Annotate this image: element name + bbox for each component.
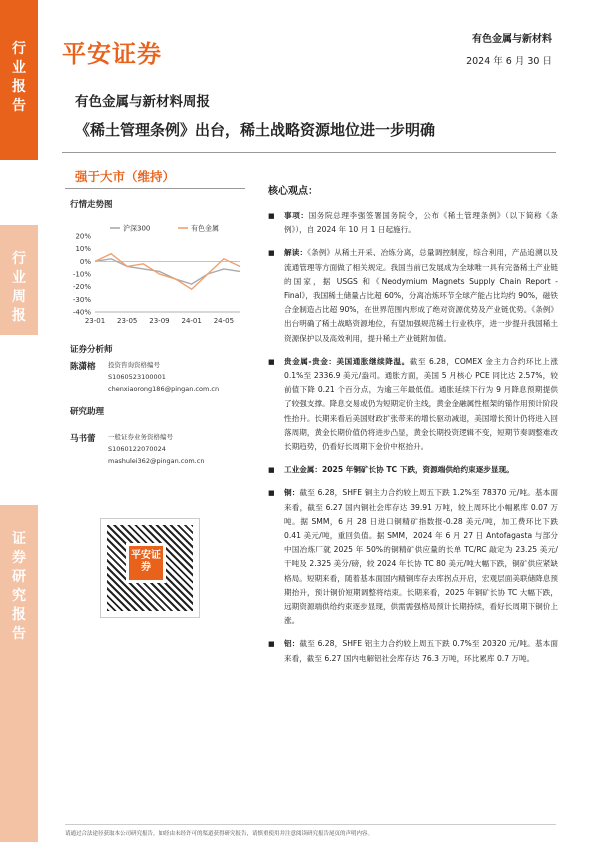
assistant-cert: S1060122070024 bbox=[108, 445, 166, 453]
sidebar-tag-text: 行 业 周 报 bbox=[12, 251, 26, 324]
legend-label: 有色金属 bbox=[191, 224, 219, 233]
header-sector: 有色金属与新材料 bbox=[472, 34, 552, 45]
trend-label: 行情走势图 bbox=[70, 200, 113, 210]
sidebar-tag-industry-report bbox=[0, 40, 38, 116]
sidebar bbox=[0, 0, 38, 842]
paragraph-text: 国务院总理李强签署国务院令，公布《稀土管理条例》（以下简称《条例》），自 2024 年 10 月 1 日起施行。 bbox=[284, 211, 559, 235]
paragraph-text: 截至 6.28，SHFE 铜主力合约较上周五下跌 1.2%至 78370 元/吨。基本面来看，截至 6.27 国内铜社会库存达 39.91 万吨，较上周环比小幅累库 0.07 万吨。据 SMM，6 月 28 日进口铜精矿指数报-0.28 美元/吨，加工费环比下跌 0.41 美元/吨，重回负值。据 SMM，2024 年 6 月 27 日 Antofagasta 与部分中国冶炼厂就 2025 年 50%的铜精矿供应量的长单 TC/RC 敲定为 23.25 美元/干吨及 2.325 美分/磅，较 2024 年长协 TC 80 美元/吨大幅下跌，铜矿供应紧缺格局。短期来看，随着基本面国内精铜库存去库拐点开启，宏观层面美联储降息预期抬升，预计铜价短期调整将结束。长期来看，2025 年铜矿长协 TC 大幅下跌，远期资源端供给约束逐步显现，供需需强格局预计长期持续，看好长周期下铜价上涨。 bbox=[284, 488, 558, 626]
header-date: 2024 年 6 月 30 日 bbox=[466, 56, 552, 67]
series-line-0 bbox=[95, 259, 240, 284]
paragraph-text: 截至 6.28，SHFE 铝主力合约较上周五下跌 0.7%至 20320 元/吨。基本面来看，截至 6.27 国内电解铝社会库存达 76.3 万吨，环比累库 0.7 万吨。 bbox=[284, 639, 558, 663]
assistant-email[interactable]: mashulei362@pingan.com.cn bbox=[108, 457, 205, 465]
x-tick-label: 23-01 bbox=[84, 317, 106, 325]
viewpoint-paragraph bbox=[268, 637, 558, 665]
analyst-cert-label: 投资咨询资格编号 bbox=[108, 361, 160, 369]
y-tick-label: -10% bbox=[72, 270, 91, 279]
paragraph-lead: 铝： bbox=[284, 639, 300, 649]
qr-logo: 平安证券 bbox=[126, 543, 166, 583]
analyst-email[interactable]: chenxiaorong186@pingan.com.cn bbox=[108, 385, 220, 393]
y-tick-label: -20% bbox=[72, 283, 91, 292]
y-tick-label: -40% bbox=[72, 308, 91, 317]
x-tick-label: 23-09 bbox=[149, 317, 170, 325]
bullet-icon: ■ bbox=[268, 640, 275, 649]
paragraph-lead: 铜： bbox=[284, 488, 300, 498]
report-headline: 《稀土管理条例》出台，稀土战略资源地位进一步明确 bbox=[75, 121, 436, 139]
paragraph-text: 《条例》从稀土开采、冶炼分离，总量调控制度，综合利用，产品追溯以及流通管理等方面做了相关规定。我国当前已发展成为全球唯一具有完备稀土产业链的国家，据 USGS 和《Neodymium Magnets Supply Chain Report - Final》，我国稀土储量占比超 60%，分离冶炼环节全球产能占比均约 90%，磁铁合金制造占比超 90%，在世界范围内形成了绝对资源优势及产业链优势。《条例》出台明确了稀土战略资源地位，有望加强规范稀土行业秩序，进一步提升我国稀土资源保护以及高效利用，提升稀土产业链附加值。 bbox=[284, 248, 559, 343]
paragraph-lead: 工业金属：2025 年铜矿长协 TC 下跌，资源端供给约束逐步显现。 bbox=[284, 465, 514, 475]
trend-chart bbox=[65, 222, 245, 334]
sidebar-tag-text: 行 业 报 告 bbox=[12, 41, 26, 114]
y-tick-label: 10% bbox=[75, 245, 91, 254]
core-viewpoints bbox=[268, 182, 558, 675]
footer-disclaimer: 请通过合法途径获取本公司研究报告，如经由未经许可的渠道获得研究报告，请慎重使用并注意阅读研究报告尾页的声明内容。 bbox=[65, 831, 374, 837]
company-logo: 平安证券 bbox=[62, 40, 162, 68]
viewpoint-paragraph bbox=[268, 209, 558, 237]
bullet-icon: ■ bbox=[268, 466, 275, 475]
paragraph-lead: 事项： bbox=[284, 211, 309, 220]
analyst-name: 陈潇榕 bbox=[70, 362, 96, 372]
paragraph-lead: 贵金属-贵金：美国通胀继续降温。 bbox=[284, 356, 410, 366]
series-line-1 bbox=[95, 254, 240, 289]
sidebar-tag-research bbox=[0, 530, 38, 644]
header-divider bbox=[62, 152, 556, 153]
viewpoint-paragraph bbox=[268, 246, 558, 345]
y-tick-label: 20% bbox=[75, 232, 91, 241]
paragraph-lead: 解读： bbox=[284, 248, 308, 258]
x-tick-label: 24-05 bbox=[213, 317, 235, 325]
y-tick-label: 0% bbox=[79, 257, 91, 266]
footer-divider bbox=[65, 824, 556, 825]
viewpoint-paragraph bbox=[268, 355, 558, 454]
bullet-icon: ■ bbox=[268, 357, 275, 366]
legend-label: 沪深300 bbox=[123, 224, 151, 233]
bullet-icon: ■ bbox=[268, 489, 275, 498]
x-tick-label: 24-01 bbox=[181, 317, 202, 325]
x-tick-label: 23-05 bbox=[117, 317, 138, 325]
viewpoint-paragraph bbox=[268, 486, 558, 628]
assistant-label: 研究助理 bbox=[70, 407, 105, 417]
sidebar-tag-text: 证 券 研 究 报 告 bbox=[12, 531, 26, 642]
report-title: 有色金属与新材料周报 bbox=[75, 94, 210, 110]
assistant-name: 马书蕾 bbox=[70, 434, 96, 444]
viewpoint-paragraph bbox=[268, 463, 558, 477]
analyst-label: 证券分析师 bbox=[70, 345, 113, 355]
rating-divider bbox=[65, 188, 245, 189]
assistant-cert-label: 一般证券业务资格编号 bbox=[108, 433, 173, 441]
bullet-icon: ■ bbox=[268, 249, 275, 258]
analyst-cert: S1060523100001 bbox=[108, 373, 166, 381]
y-tick-label: -30% bbox=[72, 295, 91, 304]
paragraph-text: 截至 6.28，COMEX 金主力合约环比上涨 0.1%至 2336.9 美元/盎司。通胀方面，美国 5 月核心 PCE 同比达 2.57%，较前值下降 0.21 个百分点，为逾三年最低值。通胀延续下行为 9 月降息预期提供了较强支撑。降息交易或仍为短期定价主线，黄金金融属性框架的锚作用预计阶段性抬升。长期来看后美国财政扩张带来的增长驱动减退，美国增长预计仍将进入回落周期，黄金长期价值仍将进步凸显，黄金长期投资逻辑不变，短期节奏调整难改长期趋势，仍看好长周期下金价中枢抬升。 bbox=[284, 356, 558, 452]
core-label: 核心观点： bbox=[268, 186, 318, 197]
rating: 强于大市（维持） bbox=[75, 169, 176, 184]
sidebar-tag-weekly bbox=[0, 250, 38, 326]
bullet-icon: ■ bbox=[268, 212, 275, 220]
